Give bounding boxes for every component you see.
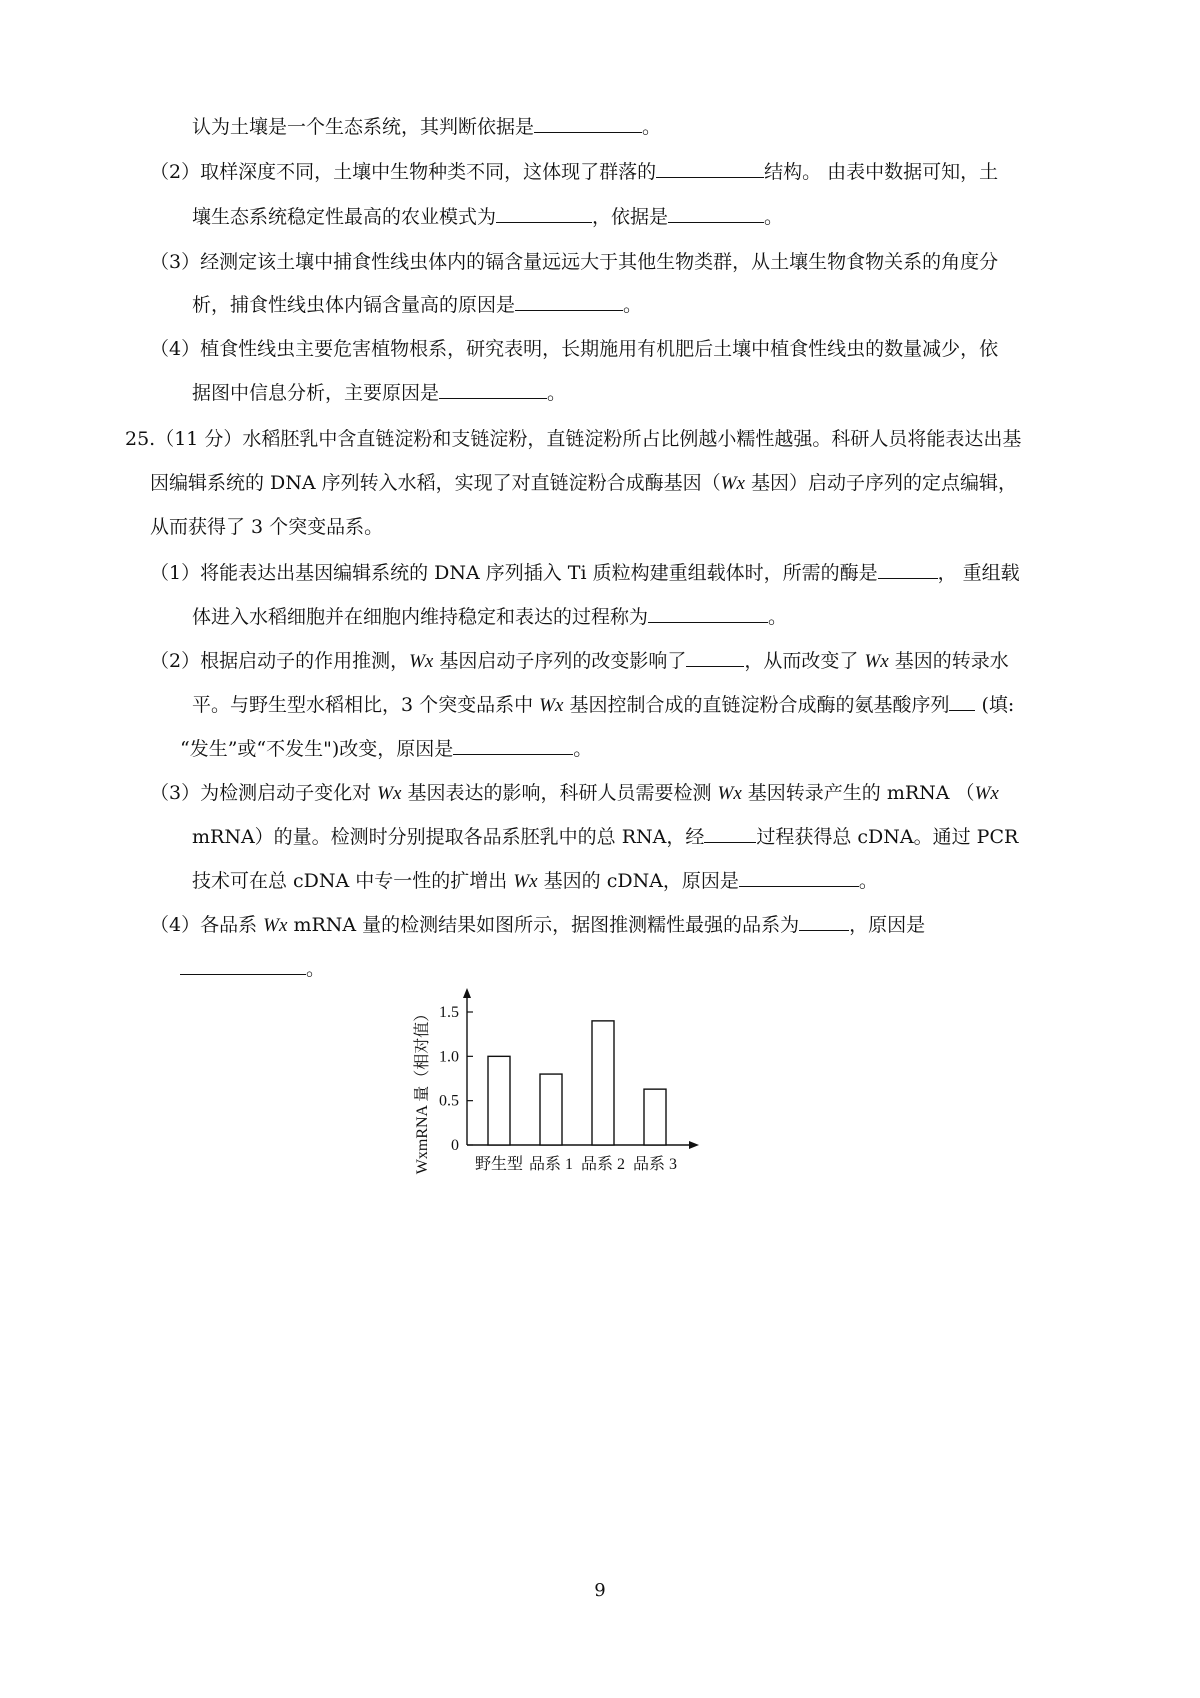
q25-line2: 因编辑系统的 DNA 序列转入水稻，实现了对直链淀粉合成酶基因（Wx 基因）启动子序列的定点编辑， xyxy=(150,472,1017,494)
bar xyxy=(540,1074,562,1145)
answer-blank[interactable] xyxy=(496,204,592,223)
q25-2-line3: “发生”或“不发生")改变，原因是 。 xyxy=(180,738,593,760)
y-tick-label: 0.5 xyxy=(439,1092,459,1110)
answer-blank[interactable] xyxy=(515,292,623,311)
q25-4-line1: （4）各品系 Wx mRNA 量的检测结果如图所示，据图推测糯性最强的品系为 ，原因是 xyxy=(150,914,926,936)
x-tick-label: 品系 3 xyxy=(632,1156,678,1173)
y-tick-label: 0 xyxy=(451,1137,459,1154)
answer-blank[interactable] xyxy=(739,868,859,887)
q4-line2: 据图中信息分析，主要原因是 。 xyxy=(192,382,567,404)
q3-line1: （3）经测定该土壤中捕食性线虫体内的镉含量远远大于其他生物类群，从土壤生物食物关系的角度分 xyxy=(150,251,999,273)
q25-4-line2: 。 xyxy=(180,956,325,982)
q3-line2: 析，捕食性线虫体内镉含量高的原因是 。 xyxy=(192,294,643,316)
bar xyxy=(592,1021,614,1145)
q25-3-line3: 技术可在总 cDNA 中专一性的扩增出 Wx 基因的 cDNA，原因是 。 xyxy=(192,870,878,892)
answer-blank[interactable] xyxy=(439,380,547,399)
q25-3-line1: （3）为检测启动子变化对 Wx 基因表达的影响，科研人员需要检测 Wx 基因转录产生的 mRNA （Wx xyxy=(150,782,999,804)
chart-bars xyxy=(488,1021,666,1145)
bar xyxy=(488,1056,510,1145)
q1-continuation: 认为土壤是一个生态系统，其判断依据是 。 xyxy=(192,116,662,138)
q25-line3: 从而获得了 3 个突变品系。 xyxy=(150,516,384,538)
q2-line1: （2）取样深度不同，土壤中生物种类不同，这体现了群落的 结构。 由表中数据可知，土 xyxy=(150,161,999,183)
chart-y-label: WxmRNA 量（相对值） xyxy=(414,1005,431,1175)
q25-3-line2: mRNA）的量。检测时分别提取各品系胚乳中的总 RNA，经 过程获得总 cDNA。通过 PCR xyxy=(192,826,1019,848)
chart-y-ticks xyxy=(439,1004,473,1154)
answer-blank[interactable] xyxy=(453,736,573,755)
wx-mrna-bar-chart xyxy=(405,980,725,1190)
answer-blank[interactable] xyxy=(180,956,306,975)
x-tick-label: 品系 1 xyxy=(528,1156,574,1173)
answer-blank[interactable] xyxy=(799,912,849,931)
x-axis-arrow xyxy=(689,1141,699,1149)
answer-blank[interactable] xyxy=(534,114,642,133)
y-tick-label: 1.5 xyxy=(439,1004,459,1021)
x-tick-label: 野生型 xyxy=(474,1156,524,1173)
answer-blank[interactable] xyxy=(686,648,744,667)
answer-blank[interactable] xyxy=(704,824,756,843)
q2-line2: 壤生态系统稳定性最高的农业模式为 ，依据是 。 xyxy=(192,206,784,228)
answer-blank[interactable] xyxy=(668,204,764,223)
y-axis-arrow xyxy=(463,988,471,998)
bar xyxy=(644,1089,666,1145)
page-number: 9 xyxy=(594,1580,606,1601)
q25-1-line1: （1）将能表达出基因编辑系统的 DNA 序列插入 Ti 质粒构建重组载体时，所需的酶是 ， 重组载 xyxy=(150,562,1020,584)
chart-x-ticks xyxy=(475,1155,677,1173)
answer-blank[interactable] xyxy=(949,692,975,711)
answer-blank[interactable] xyxy=(878,560,938,579)
answer-blank[interactable] xyxy=(648,604,768,623)
q4-line1: （4）植食性线虫主要危害植物根系，研究表明，长期施用有机肥后土壤中植食性线虫的数量减少，依 xyxy=(150,338,999,360)
q25-2-line2: 平。与野生型水稻相比，3 个突变品系中 Wx 基因控制合成的直链淀粉合成酶的氨基酸序列 (填: xyxy=(192,694,1015,716)
q25-2-line1: （2）根据启动子的作用推测，Wx 基因启动子序列的改变影响了 ，从而改变了 Wx 基因的转录水 xyxy=(150,650,1009,672)
y-tick-label: 1.0 xyxy=(439,1048,459,1066)
x-tick-label: 品系 2 xyxy=(580,1156,626,1173)
answer-blank[interactable] xyxy=(656,159,764,178)
q25-1-line2: 体进入水稻细胞并在细胞内维持稳定和表达的过程称为 。 xyxy=(192,606,788,628)
q25-line1: 25.（11 分）水稻胚乳中含直链淀粉和支链淀粉，直链淀粉所占比例越小糯性越强。科研人员将能表达出基 xyxy=(125,428,1022,450)
